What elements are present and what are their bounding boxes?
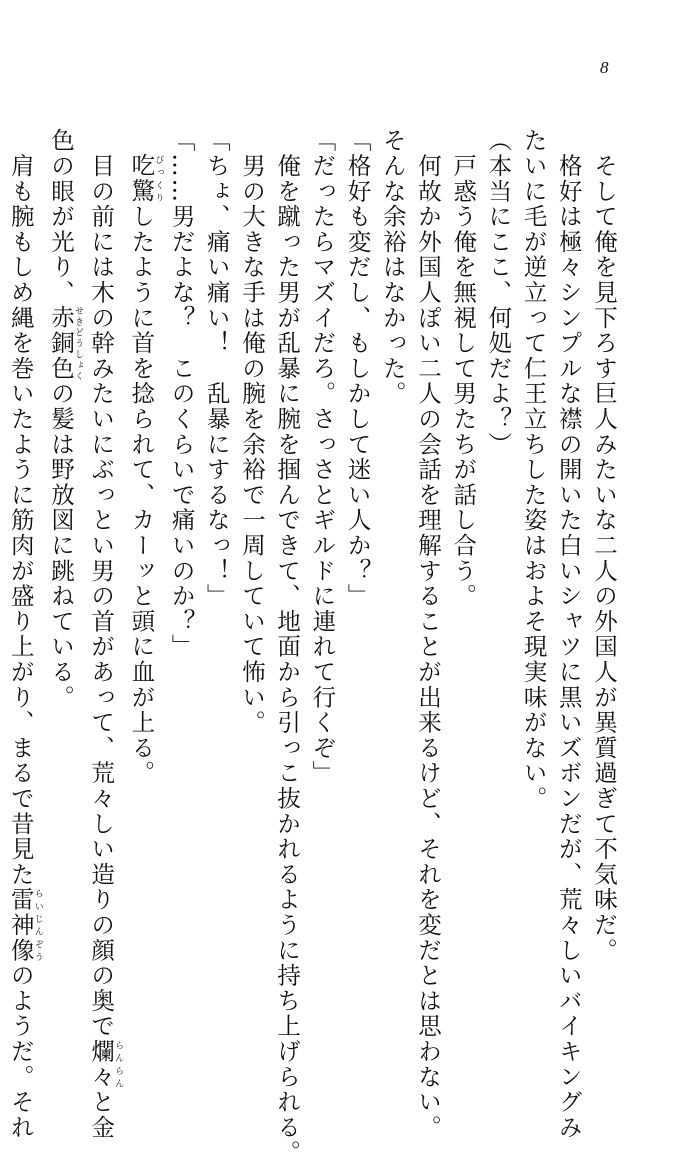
text-line bbox=[551, 128, 586, 1140]
ruby-reading: らいじんぞう bbox=[32, 887, 43, 963]
text-segment bbox=[127, 128, 155, 153]
ruby-word bbox=[6, 887, 43, 963]
text-segment: の髪は野放図に跳ねている。 bbox=[46, 381, 75, 710]
text-segment: （本当にここ、何処だよ？） bbox=[484, 128, 513, 457]
ruby-base: 吃驚 bbox=[127, 153, 156, 204]
text-line bbox=[163, 128, 198, 958]
ruby-word bbox=[127, 153, 164, 204]
ruby-base: 爛々 bbox=[87, 1038, 116, 1090]
text-line bbox=[480, 128, 515, 958]
text-segment: 「格好も変だし、もしかして迷い人か？」 bbox=[343, 128, 372, 609]
text-line bbox=[515, 128, 550, 958]
text-line bbox=[3, 128, 43, 1141]
vertical-text-body bbox=[3, 128, 621, 1165]
text-segment: 何故か外国人ぽい二人の会話を理解することが出来るけど、それを変だとは思わない。 bbox=[413, 128, 442, 1140]
text-segment: 戸惑う俺を無視して男たちが話し合う。 bbox=[449, 128, 478, 609]
text-segment: 「……男だよな？ このくらいで痛いのか？」 bbox=[167, 128, 196, 660]
ruby-base: 雷神像 bbox=[6, 887, 35, 963]
ruby-reading: びっくり bbox=[153, 153, 164, 204]
text-segment: 俺を蹴った男が乱暴に腕を掴んできて、地面から引っこ抜かれるように持ち上げられる。 bbox=[273, 128, 302, 1165]
text-segment: 肩も腕もしめ縄を巻いたように筋肉が盛り上がり、まるで昔見た bbox=[6, 128, 35, 887]
text-line bbox=[199, 128, 234, 958]
text-segment: そんな余裕はなかった。 bbox=[378, 128, 407, 407]
text-segment: 「だったらマズイだろ。さっさとギルドに連れて行くぞ」 bbox=[308, 128, 337, 786]
text-segment: 「ちょ、痛い痛い！ 乱暴にするなっ！」 bbox=[202, 128, 231, 609]
page-number: 8 bbox=[600, 58, 609, 77]
text-segment: と金 bbox=[87, 1089, 116, 1141]
text-segment: 格好は極々シンプルな襟の開いた白いシャツに黒いズボンだが、荒々しいバイキングみ bbox=[554, 128, 583, 1140]
text-line bbox=[445, 128, 480, 958]
ruby-word bbox=[46, 305, 83, 382]
text-segment: 色の眼が光り、 bbox=[46, 128, 75, 306]
ruby-word bbox=[87, 1038, 124, 1090]
text-line bbox=[269, 128, 304, 1165]
text-line bbox=[43, 128, 83, 958]
text-line bbox=[410, 128, 445, 1140]
ruby-reading: らんらん bbox=[113, 1038, 124, 1090]
text-segment: 男の大きな手は俺の腕を余裕で一周していて怖い。 bbox=[237, 128, 266, 736]
text-line bbox=[83, 128, 124, 1141]
text-line bbox=[304, 128, 339, 958]
text-line bbox=[339, 128, 374, 958]
text-segment: のようだ。それ bbox=[6, 962, 35, 1141]
text-line bbox=[586, 128, 621, 963]
text-segment: たいに毛が逆立って仁王立ちした姿はおよそ現実味がない。 bbox=[519, 128, 548, 812]
text-line bbox=[123, 128, 163, 958]
text-segment: 目の前には木の幹みたいにぶっとい男の首があって、荒々しい造りの顔の奥で bbox=[87, 128, 116, 1039]
text-segment: そして俺を見下ろす巨人みたいな二人の外国人が異質過ぎて不気味だ。 bbox=[590, 128, 618, 963]
text-line bbox=[234, 128, 269, 958]
ruby-reading: せきどうしょく bbox=[72, 305, 83, 382]
text-segment: したように首を捻られて、カーッと頭に血が上る。 bbox=[127, 203, 156, 786]
ruby-base: 赤銅色 bbox=[46, 305, 75, 382]
text-line bbox=[375, 128, 410, 958]
